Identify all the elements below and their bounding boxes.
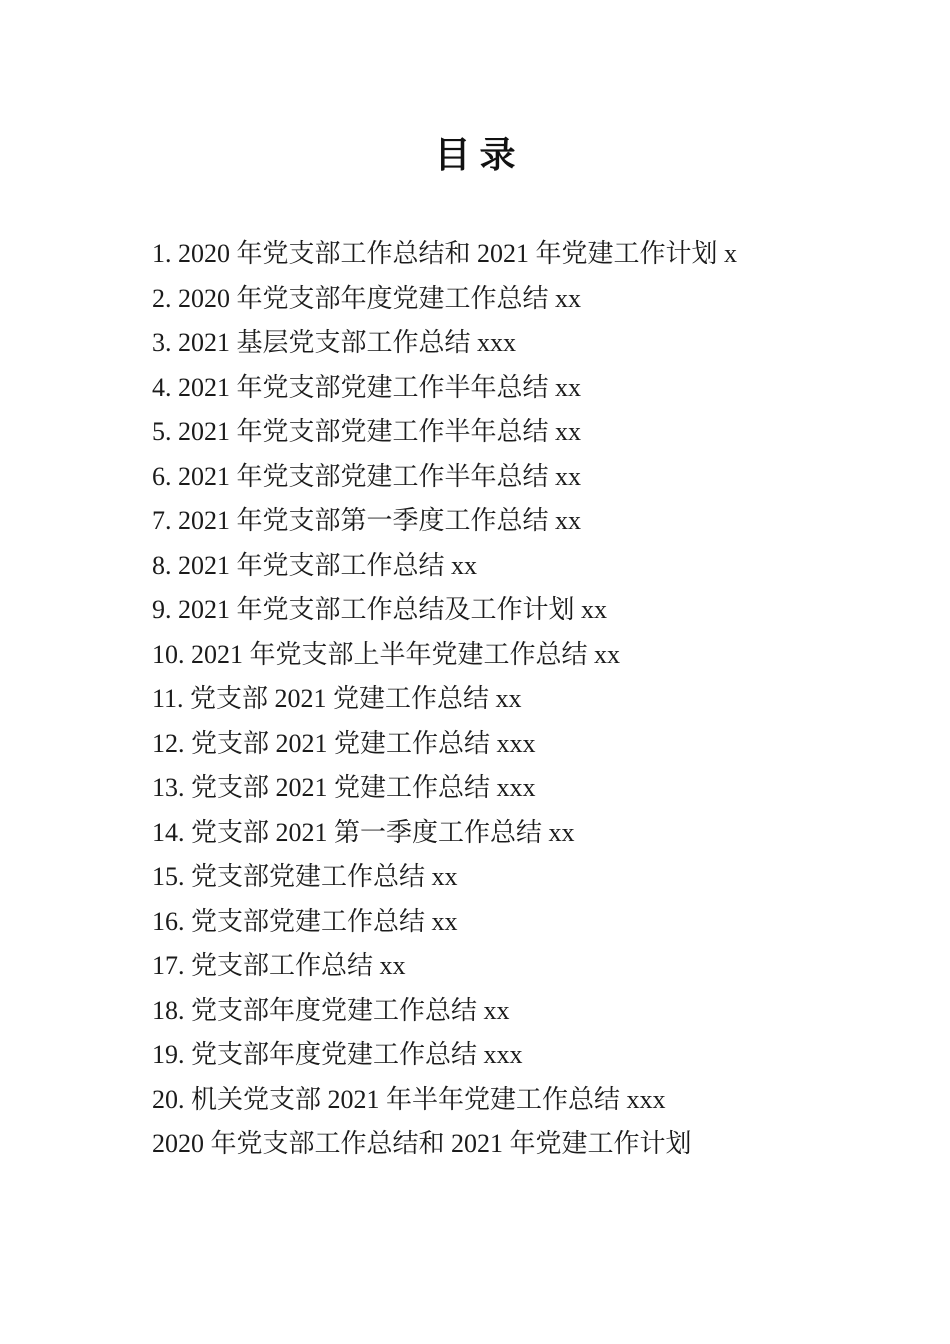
- toc-entry: 13. 党支部 2021 党建工作总结 xxx: [152, 773, 536, 802]
- toc-entry: 19. 党支部年度党建工作总结 xxx: [152, 1040, 523, 1069]
- toc-entry: 18. 党支部年度党建工作总结 xx: [152, 995, 510, 1025]
- toc-entry: 4. 2021 年党支部党建工作半年总结 xx: [152, 372, 582, 402]
- toc-entry: 5. 2021 年党支部党建工作半年总结 xx: [152, 417, 582, 446]
- toc-entry: 6. 2021 年党支部党建工作半年总结 xx: [152, 461, 582, 491]
- page-title: 目 录: [434, 135, 516, 175]
- toc-entry: 11. 党支部 2021 党建工作总结 xx: [152, 684, 522, 713]
- toc-entry: 1. 2020 年党支部工作总结和 2021 年党建工作计划 x: [152, 239, 738, 268]
- toc-entry: 3. 2021 基层党支部工作总结 xxx: [152, 328, 517, 357]
- toc-entry: 16. 党支部党建工作总结 xx: [152, 906, 458, 936]
- toc-entry: 9. 2021 年党支部工作总结及工作计划 xx: [152, 595, 608, 624]
- toc-entry: 8. 2021 年党支部工作总结 xx: [152, 550, 478, 580]
- toc-entry: 10. 2021 年党支部上半年党建工作总结 xx: [152, 639, 621, 669]
- toc-entry: 15. 党支部党建工作总结 xx: [152, 862, 458, 891]
- table-of-contents: [152, 232, 890, 1167]
- toc-entry: 2. 2020 年党支部年度党建工作总结 xx: [152, 283, 582, 313]
- toc-entry: 20. 机关党支部 2021 年半年党建工作总结 xxx: [152, 1084, 666, 1114]
- trailing-title: 2020 年党支部工作总结和 2021 年党建工作计划: [152, 1129, 692, 1158]
- toc-entry: 14. 党支部 2021 第一季度工作总结 xx: [152, 817, 575, 847]
- toc-entry: 17. 党支部工作总结 xx: [152, 951, 406, 980]
- toc-entry: 7. 2021 年党支部第一季度工作总结 xx: [152, 506, 582, 535]
- toc-entry: 12. 党支部 2021 党建工作总结 xxx: [152, 728, 536, 758]
